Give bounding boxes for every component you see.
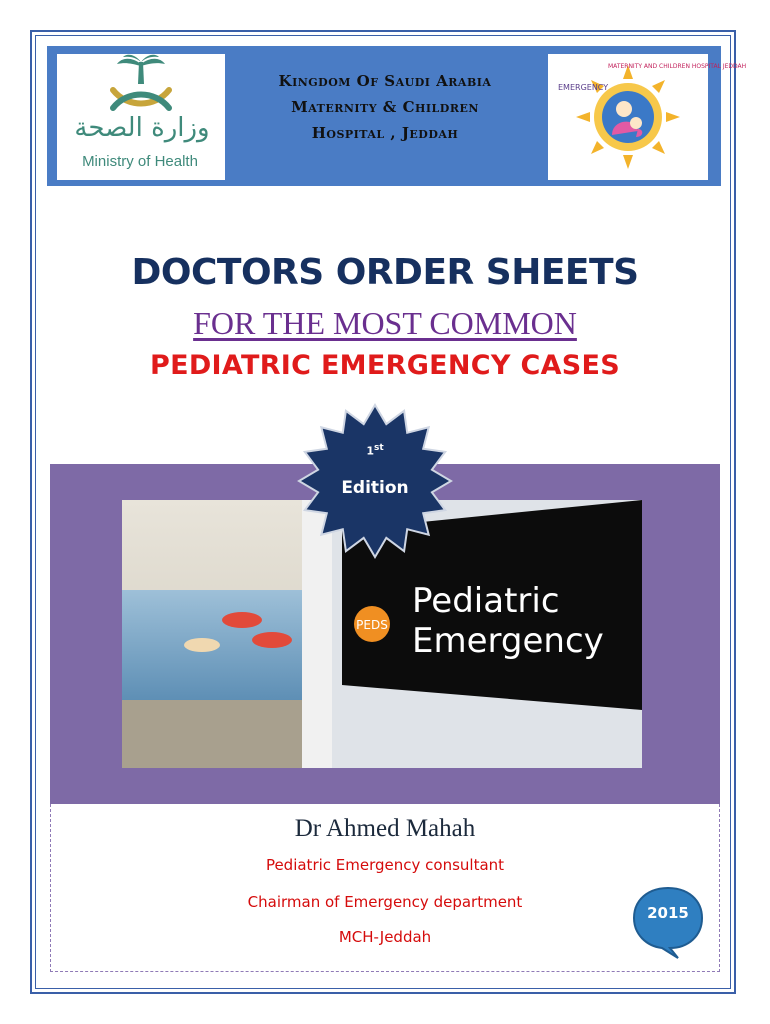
hospital-line-1: Kingdom Of Saudi Arabia (278, 72, 492, 90)
document-subtitle-line-1 (40, 305, 730, 342)
emergency-department-logo (548, 54, 747, 180)
edition-number-suffix: st (373, 443, 384, 453)
document-title: DOCTORS ORDER SHEETS (131, 252, 639, 293)
edition-number (355, 443, 395, 458)
author-name: Dr Ahmed Mahah (294, 815, 476, 842)
sun-mother-child-icon (548, 54, 747, 180)
edition-label: Edition (341, 478, 409, 498)
sign-line-emergency: Emergency (412, 621, 604, 661)
moh-english-name: Ministry of Health (82, 153, 198, 170)
emergency-label-left: EMERGENCY (558, 83, 609, 92)
subtitle-line-1-text: FOR THE MOST COMMON (193, 305, 577, 341)
moh-arabic-name: وزارة الصحة (74, 113, 210, 143)
hospital-line-2: Maternity & Children (291, 98, 479, 116)
edition-number-digit: 1 (366, 444, 374, 458)
author-affiliation: MCH-Jeddah (338, 928, 432, 946)
publication-year: 2015 (647, 904, 689, 922)
document-subtitle-line-2: PEDIATRIC EMERGENCY CASES (149, 350, 621, 381)
sign-line-pediatric: Pediatric (412, 581, 560, 621)
hospital-line-3: Hospital , Jeddah (311, 124, 459, 142)
hospital-arc-label: MATERNITY AND CHILDREN HOSPITAL JEDDAH (608, 63, 747, 70)
peds-sign-badge: PEDS (356, 618, 388, 632)
author-role-chairman: Chairman of Emergency department (247, 893, 523, 911)
hospital-name (235, 68, 535, 146)
year-speech-bubble-icon (628, 882, 708, 962)
author-role-consultant: Pediatric Emergency consultant (265, 856, 505, 874)
